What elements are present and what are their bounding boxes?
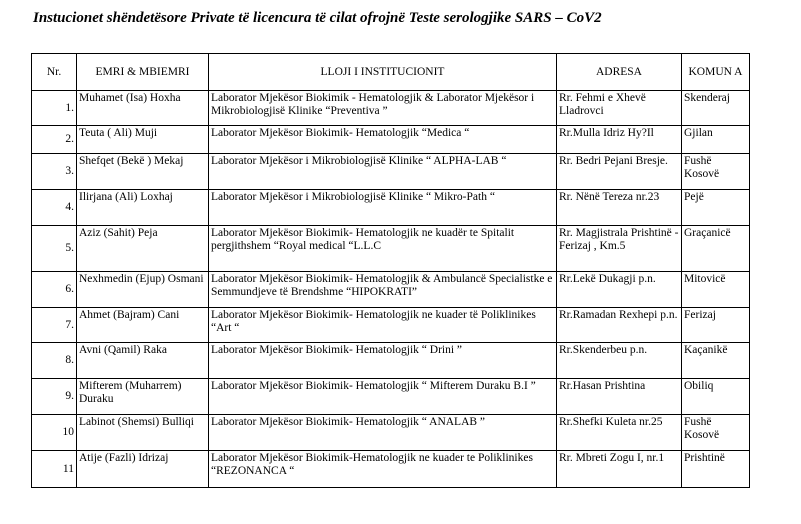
cell-nr: 9.	[32, 379, 77, 415]
cell-name: Labinot (Shemsi) Bulliqi	[77, 415, 209, 451]
cell-type: Laborator Mjekësor Biokimik- Hematologjik ne kuadër te Spitalit pergjithshem “Royal medical “L.L.C	[209, 226, 557, 272]
cell-type: Laborator Mjekësor i Mikrobiologjisë Klinike “ ALPHA-LAB “	[209, 154, 557, 190]
cell-address: Rr.Mulla Idriz Hy?Il	[557, 126, 682, 154]
cell-type: Laborator Mjekësor Biokimik- Hematologjik “Medica “	[209, 126, 557, 154]
cell-name: Ahmet (Bajram) Cani	[77, 308, 209, 343]
cell-komuna: Fushë Kosovë	[682, 154, 750, 190]
cell-komuna: Prishtinë	[682, 451, 750, 488]
cell-name: Nexhmedin (Ejup) Osmani	[77, 272, 209, 308]
table-row	[32, 91, 750, 126]
table-row	[32, 379, 750, 415]
header-address: ADRESA	[557, 54, 682, 91]
table-row	[32, 308, 750, 343]
cell-nr: 10	[32, 415, 77, 451]
cell-type: Laborator Mjekësor Biokimik- Hematologjik “ Drini ”	[209, 343, 557, 379]
cell-nr: 5.	[32, 226, 77, 272]
cell-address: Rr.Hasan Prishtina	[557, 379, 682, 415]
cell-name: Avni (Qamil) Raka	[77, 343, 209, 379]
cell-address: Rr. Nënë Tereza nr.23	[557, 190, 682, 226]
cell-address: Rr.Lekë Dukagji p.n.	[557, 272, 682, 308]
cell-komuna: Fushë Kosovë	[682, 415, 750, 451]
cell-nr: 1.	[32, 91, 77, 126]
cell-nr: 2.	[32, 126, 77, 154]
header-type: LLOJI I INSTITUCIONIT	[209, 54, 557, 91]
cell-type: Laborator Mjekësor Biokimik- Hematologjik ne kuader të Poliklinikes “Art “	[209, 308, 557, 343]
cell-address: Rr.Shefki Kuleta nr.25	[557, 415, 682, 451]
cell-komuna: Graçanicë	[682, 226, 750, 272]
cell-address: Rr.Ramadan Rexhepi p.n.	[557, 308, 682, 343]
cell-name: Muhamet (Isa) Hoxha	[77, 91, 209, 126]
table-row	[32, 154, 750, 190]
table-row	[32, 343, 750, 379]
cell-komuna: Obiliq	[682, 379, 750, 415]
table-row	[32, 190, 750, 226]
cell-nr: 8.	[32, 343, 77, 379]
cell-address: Rr. Fehmi e Xhevë Lladrovci	[557, 91, 682, 126]
cell-nr: 6.	[32, 272, 77, 308]
table-row	[32, 451, 750, 488]
table-row	[32, 126, 750, 154]
cell-type: Laborator Mjekësor i Mikrobiologjisë Klinike “ Mikro-Path “	[209, 190, 557, 226]
cell-komuna: Gjilan	[682, 126, 750, 154]
table-row	[32, 415, 750, 451]
cell-type: Laborator Mjekësor Biokimik- Hematologjik “ ANALAB ”	[209, 415, 557, 451]
cell-nr: 4.	[32, 190, 77, 226]
cell-type: Laborator Mjekësor Biokimik - Hematologjik & Laborator Mjekësor i Mikrobiologjisë Klinike “Preventiva ”	[209, 91, 557, 126]
cell-komuna: Ferizaj	[682, 308, 750, 343]
cell-nr: 11	[32, 451, 77, 488]
table-header-row	[32, 54, 750, 91]
document-title: Instucionet shëndetësore Private të licencura të cilat ofrojnë Teste serologjike SARS – CoV2	[33, 10, 602, 26]
table-row	[32, 226, 750, 272]
cell-komuna: Mitovicë	[682, 272, 750, 308]
institutions-table	[31, 53, 750, 488]
cell-name: Teuta ( Ali) Muji	[77, 126, 209, 154]
cell-address: Rr.Skenderbeu p.n.	[557, 343, 682, 379]
header-komuna: KOMUN A	[682, 54, 750, 91]
header-name: EMRI & MBIEMRI	[77, 54, 209, 91]
cell-type: Laborator Mjekësor Biokimik- Hematologjik “ Mifterem Duraku B.I ”	[209, 379, 557, 415]
cell-type: Laborator Mjekësor Biokimik-Hematologjik ne kuader te Poliklinikes “REZONANCA “	[209, 451, 557, 488]
header-nr: Nr.	[32, 54, 77, 91]
cell-name: Ilirjana (Ali) Loxhaj	[77, 190, 209, 226]
table-row	[32, 272, 750, 308]
cell-name: Mifterem (Muharrem) Duraku	[77, 379, 209, 415]
cell-address: Rr. Bedri Pejani Bresje.	[557, 154, 682, 190]
cell-address: Rr. Magjistrala Prishtinë -Ferizaj , Km.5	[557, 226, 682, 272]
cell-name: Aziz (Sahit) Peja	[77, 226, 209, 272]
cell-name: Shefqet (Bekë ) Mekaj	[77, 154, 209, 190]
cell-komuna: Kaçanikë	[682, 343, 750, 379]
cell-komuna: Pejë	[682, 190, 750, 226]
cell-type: Laborator Mjekësor Biokimik- Hematologjik & Ambulancë Specialistke e Semmundjeve të Brendshme “HIPOKRATI”	[209, 272, 557, 308]
cell-nr: 3.	[32, 154, 77, 190]
cell-nr: 7.	[32, 308, 77, 343]
cell-komuna: Skenderaj	[682, 91, 750, 126]
cell-name: Atije (Fazli) Idrizaj	[77, 451, 209, 488]
cell-address: Rr. Mbreti Zogu I, nr.1	[557, 451, 682, 488]
